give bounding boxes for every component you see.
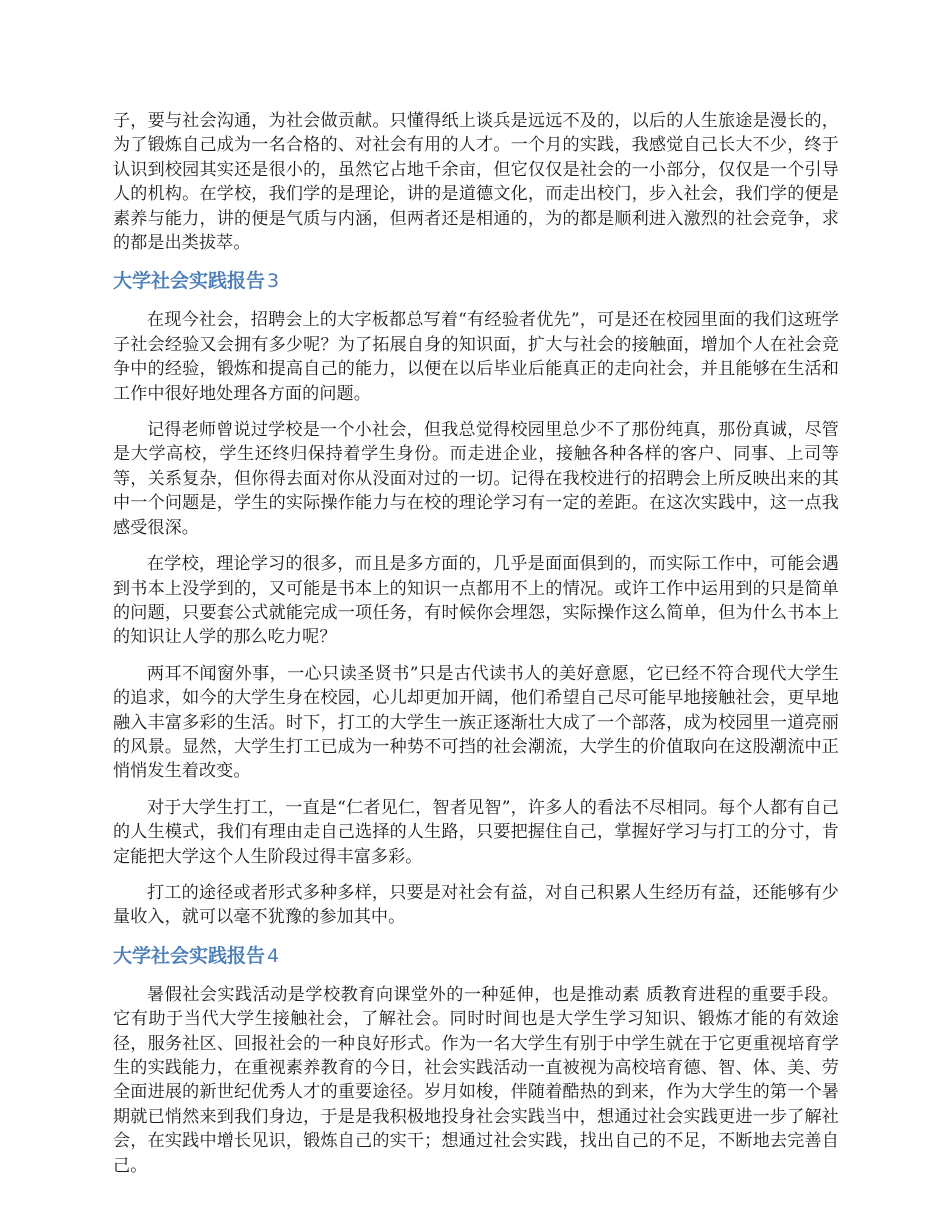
section-3-paragraph: 在现今社会，招聘会上的大字板都总写着“有经验者优先”，可是还在校园里面的我们这班学子社会经验又会拥有多少呢？为了拓展自身的知识面，扩大与社会的接触面，增加个人在社会竞争中的经验，锻炼和提高自己的能力，以便在以后毕业后能真正的走向社会，并且能够在生活和工作中很好地处理各方面的问题。 xyxy=(113,310,839,404)
section-3-paragraph: 对于大学生打工，一直是“仁者见仁，智者见智”，许多人的看法不尽相同。每个人都有自己的人生模式，我们有理由走自己选择的人生路，只要把握住自己，掌握好学习与打工的分寸，肯定能把大学这个人生阶段过得丰富多彩。 xyxy=(113,797,839,867)
section-3-paragraph: 在学校，理论学习的很多，而且是多方面的，几乎是面面俱到的，而实际工作中，可能会遇到书本上没学到的，又可能是书本上的知识一点都用不上的情况。或许工作中运用到的只是简单的问题，只要套公式就能完成一项任务，有时候你会埋怨，实际操作这么简单，但为什么书本上的知识让人学的那么吃力呢？ xyxy=(113,554,839,648)
intro-paragraph: 子，要与社会沟通，为社会做贡献。只懂得纸上谈兵是远远不及的，以后的人生旅途是漫长的，为了锻炼自己成为一名合格的、对社会有用的人才。一个月的实践，我感觉自己长大不少，终于认识到校园其实还是很小的，虽然它占地千余亩，但它仅仅是社会的一小部分，仅仅是一个引导人的机构。在学校，我们学的是理论，讲的是道德文化，而走出校门，步入社会，我们学的便是素养与能力，讲的便是气质与内涵，但两者还是相通的，为的都是顺利进入激烈的社会竞争，求的都是出类拔萃。 xyxy=(113,111,839,254)
section-3-paragraph: 两耳不闻窗外事，一心只读圣贤书”只是古代读书人的美好意愿，它已经不符合现代大学生的追求，如今的大学生身在校园，心儿却更加开阔，他们希望自己尽可能早地接触社会，更早地融入丰富多彩的生活。时下，打工的大学生一族正逐渐壮大成了一个部落，成为校园里一道亮丽的风景。显然，大学生打工已成为一种势不可挡的社会潮流，大学生的价值取向在这股潮流中正悄悄发生着改变。 xyxy=(113,663,839,782)
section-4-paragraph: 暑假社会实践活动是学校教育向课堂外的一种延伸，也是推动素 质教育进程的重要手段。它有助于当代大学生接触社会，了解社会。同时时间也是大学生学习知识、锻炼才能的有效途径，服务社区、回报社会的一种良好形式。作为一名大学生有别于中学生就在于它更重视培育学生的实践能力，在重视素养教育的今日，社会实践活动一直被视为高校培育德、智、体、美、劳全面进展的新世纪优秀人才的重要途径。岁月如梭，伴随着酷热的到来，作为大学生的第一个暑期就已悄然来到我们身边，于是是我积极地投身社会实践当中，想通过社会实践更进一步了解社会，在实践中增长见识，锻炼自己的实干；想通过社会实践，找出自己的不足，不断地去完善自己。 xyxy=(113,984,839,1176)
section-4-number: 4 xyxy=(267,944,280,967)
section-3-title: 大学社会实践报告 xyxy=(113,270,266,293)
section-3-number: 3 xyxy=(267,270,280,293)
section-4-heading xyxy=(113,943,839,969)
section-3-paragraph: 打工的途径或者形式多种多样，只要是对社会有益，对自己积累人生经历有益，还能够有少量收入，就可以毫不犹豫的参加其中。 xyxy=(113,882,839,928)
section-3-paragraph: 记得老师曾说过学校是一个小社会，但我总觉得校园里总少不了那份纯真，那份真诚，尽管是大学高校，学生还终归保持着学生身份。而走进企业，接触各种各样的客户、同事、上司等等，关系复杂，但你得去面对你从没面对过的一切。记得在我校进行的招聘会上所反映出来的其中一个问题是，学生的实际操作能力与在校的理论学习有一定的差距。在这次实践中，这一点我感受很深。 xyxy=(113,420,839,538)
section-3-heading xyxy=(113,268,839,294)
document-page xyxy=(113,109,839,1190)
section-4-title: 大学社会实践报告 xyxy=(113,944,266,967)
